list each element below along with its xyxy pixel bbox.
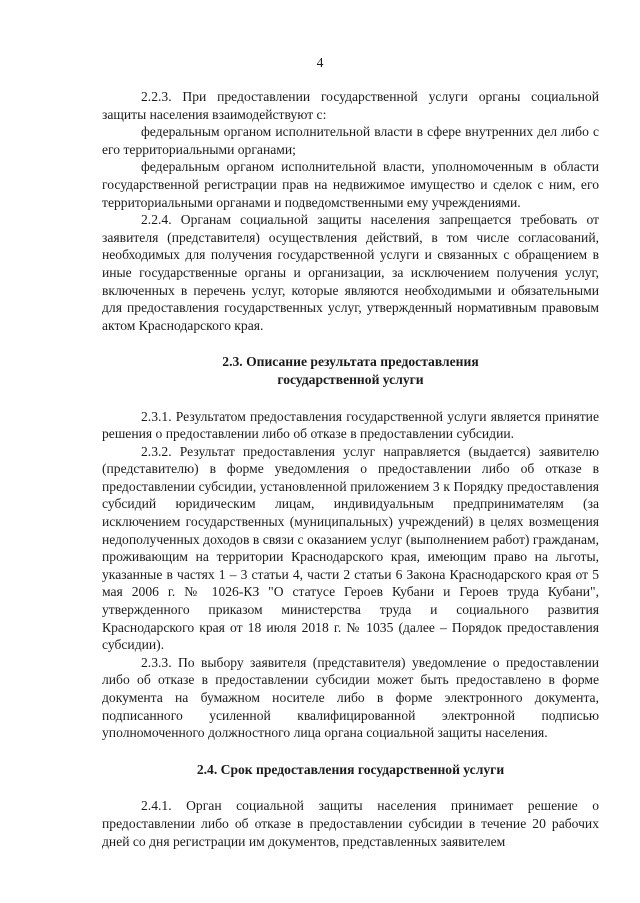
heading-2-3-line1: 2.3. Описание результата предоставления (222, 354, 479, 370)
paragraph-2-4-1: 2.4.1. Орган социальной защиты населения принимает решение о предоставлении либо об отказе в предоставлении субсидии в течение 20 рабочих дней со дня регистрации им документов, представленных заявителем (102, 798, 599, 849)
paragraph-2-2-3-item-a: федеральным органом исполнительной власти в сфере внутренних дел либо с его территориальными органами; (102, 124, 599, 157)
paragraph-2-2-4: 2.2.4. Органам социальной защиты населения запрещается требовать от заявителя (представителя) осуществления действий, в том числе согласований, необходимых для получения государственной услуги и связанных с обращением в иные государственные органы и организации, за исключением получения услуг, включенных в перечень услуг, которые являются необходимыми и обязательными для предоставления государственных услуг, утвержденный нормативным правовым актом Краснодарского края. (102, 212, 599, 333)
page-number: 4 (316, 55, 324, 70)
section-heading-2-3 (102, 353, 599, 388)
paragraph-2-2-3-item-b: федеральным органом исполнительной власти, уполномоченным в области государственной регистрации прав на недвижимое имущество и сделок с ним, его территориальными органами и подведомственными ему учреждениями. (102, 159, 599, 210)
section-heading-2-4: 2.4. Срок предоставления государственной услуги (196, 761, 505, 777)
document-body (102, 88, 599, 850)
paragraph-2-2-3: 2.2.3. При предоставлении государственной услуги органы социальной защиты населения взаимодействуют с: (102, 89, 599, 122)
paragraph-2-3-1: 2.3.1. Результатом предоставления государственной услуги является принятие решения о предоставлении либо об отказе в предоставлении субсидии. (102, 408, 599, 442)
paragraph-2-3-3: 2.3.3. По выбору заявителя (представителя) уведомление о предоставлении либо об отказе в предоставлении субсидии может быть предоставлено в форме документа на бумажном носителе либо в форме электронного документа, подписанного усиленной квалифицированной электронной подписью уполномоченного должностного лица органа социальной защиты населения. (102, 654, 599, 741)
heading-2-3-line2: государственной услуги (277, 371, 424, 387)
paragraph-2-3-2: 2.3.2. Результат предоставления услуг направляется (выдается) заявителю (представителю) в форме уведомления о предоставлении либо об отказе в предоставлении субсидии, установленной приложением 3 к Порядку предоставления субсидий юридическим лицам, индивидуальным предпринимателям (за исключением государственных (муниципальных) учреждений) в целях возмещения недополученных доходов в связи с оказанием услуг (выполнением работ) гражданам, проживающим на территории Краснодарского края, имеющим право на льготы, указанные в частях 1 – 3 статьи 4, части 2 статьи 6 Закона Краснодарского края от 5 мая 2006 г. № 1026-КЗ "О статусе Героев Кубани и Героев труда Кубани", утвержденного приказом министерства труда и социального развития Краснодарского края от 18 июля 2018 г. № 1035 (далее – Порядок предоставления субсидии). (102, 443, 599, 653)
